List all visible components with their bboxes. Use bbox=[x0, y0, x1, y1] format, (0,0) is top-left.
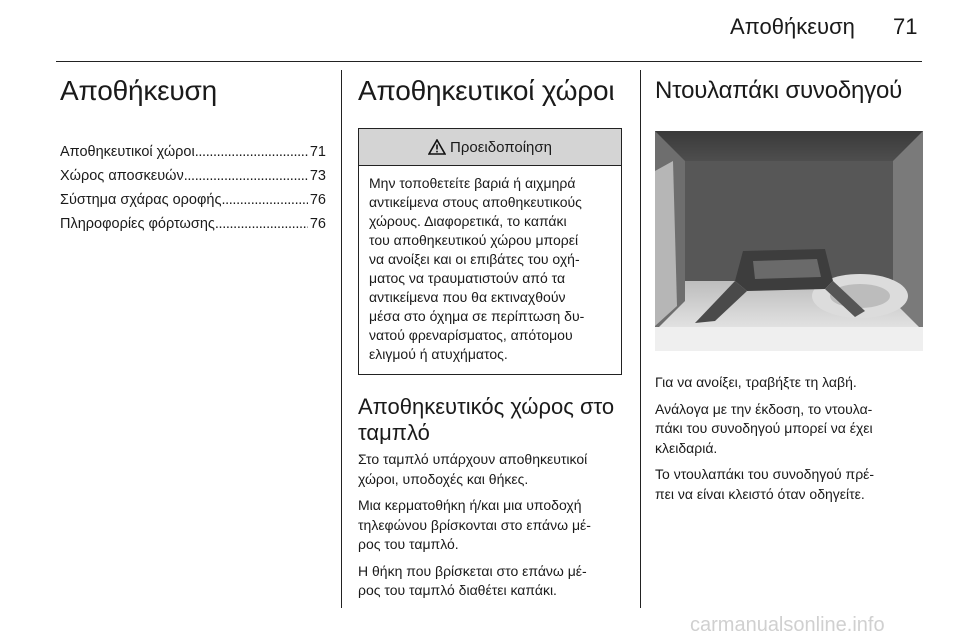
left-column bbox=[60, 70, 326, 236]
warning-line: του αποθηκευτικού χώρου μπορεί bbox=[369, 232, 579, 248]
paragraph: Ανάλογα με την έκδοση, το ντουλα- πάκι του συνοδηγού μπορεί να έχει κλειδαριά. bbox=[655, 400, 873, 456]
header-rule bbox=[56, 61, 922, 62]
subsection-heading-line: ταμπλό bbox=[358, 420, 430, 445]
chapter-heading: Αποθήκευση bbox=[60, 75, 217, 106]
paragraph: Στο ταμπλό υπάρχουν αποθηκευτικοί χώροι, υποδοχές και θήκες. bbox=[358, 451, 588, 487]
toc-entry-label: Αποθηκευτικοί χώροι bbox=[60, 144, 195, 160]
table-of-contents bbox=[60, 140, 326, 236]
warning-line: νατού φρεναρίσματος, απότομου bbox=[369, 327, 573, 343]
toc-entry-page: 73 bbox=[309, 168, 326, 184]
warning-header bbox=[359, 129, 621, 166]
toc-leader bbox=[184, 164, 308, 188]
paragraph: Η θήκη που βρίσκεται στο επάνω μέ- ρος του ταμπλό διαθέτει καπάκι. bbox=[358, 562, 587, 598]
middle-column bbox=[358, 70, 623, 608]
column-divider bbox=[341, 70, 342, 608]
warning-line: ελιγμού ή ατυχήματος. bbox=[369, 346, 508, 362]
paragraph: Για να ανοίξει, τραβήξτε τη λαβή. bbox=[655, 374, 857, 390]
toc-entry[interactable] bbox=[60, 188, 326, 212]
toc-entry-label: Χώρος αποσκευών bbox=[60, 168, 184, 184]
toc-entry-page: 71 bbox=[309, 144, 326, 160]
running-header-title: Αποθήκευση bbox=[730, 14, 855, 39]
glovebox-photo bbox=[655, 131, 923, 351]
right-column bbox=[655, 70, 925, 511]
subsection-heading bbox=[358, 394, 623, 446]
warning-line: Μην τοποθετείτε βαριά ή αιχμηρά bbox=[369, 175, 576, 191]
warning-line: αντικείμενα που θα εκτιναχθούν bbox=[369, 289, 566, 305]
toc-leader bbox=[195, 140, 308, 164]
warning-line: μέσα στο όχημα σε περίπτωση δυ- bbox=[369, 308, 585, 324]
warning-line: χώρους. Διαφορετικά, το καπάκι bbox=[369, 213, 567, 229]
warning-box bbox=[358, 128, 622, 375]
page-number: 71 bbox=[893, 14, 918, 39]
body-text bbox=[655, 373, 925, 504]
paragraph: Το ντουλαπάκι του συνοδηγού πρέ- πει να είναι κλειστό όταν οδηγείτε. bbox=[655, 466, 875, 502]
toc-entry-page: 76 bbox=[309, 192, 326, 208]
warning-line: ματος να τραυματιστούν από τα bbox=[369, 270, 566, 286]
toc-entry[interactable] bbox=[60, 140, 326, 164]
toc-entry-page: 76 bbox=[309, 216, 326, 232]
body-text bbox=[358, 450, 623, 601]
section-heading: Αποθηκευτικοί χώροι bbox=[358, 75, 615, 106]
watermark: carmanualsonline.info bbox=[690, 614, 885, 636]
column-divider bbox=[640, 70, 641, 608]
paragraph: Μια κερματοθήκη ή/και μια υποδοχή τηλεφώνου βρίσκονται στο επάνω μέ- ρος του ταμπλό. bbox=[358, 497, 591, 552]
warning-text bbox=[359, 166, 621, 374]
warning-line: να ανοίξει και οι επιβάτες του οχή- bbox=[369, 251, 580, 267]
toc-entry[interactable] bbox=[60, 212, 326, 236]
toc-leader bbox=[221, 188, 307, 212]
warning-title: Προειδοποίηση bbox=[450, 138, 552, 156]
toc-entry-label: Σύστημα σχάρας οροφής bbox=[60, 192, 222, 208]
subsection-heading-line: Αποθηκευτικός χώρος στο bbox=[358, 394, 615, 419]
section-heading: Ντουλαπάκι συνοδηγού bbox=[655, 77, 903, 104]
toc-entry[interactable] bbox=[60, 164, 326, 188]
warning-line: αντικείμενα στους αποθηκευτικούς bbox=[369, 194, 582, 210]
warning-triangle-icon bbox=[428, 139, 446, 155]
toc-leader bbox=[215, 212, 308, 236]
toc-entry-label: Πληροφορίες φόρτωσης bbox=[60, 216, 215, 232]
